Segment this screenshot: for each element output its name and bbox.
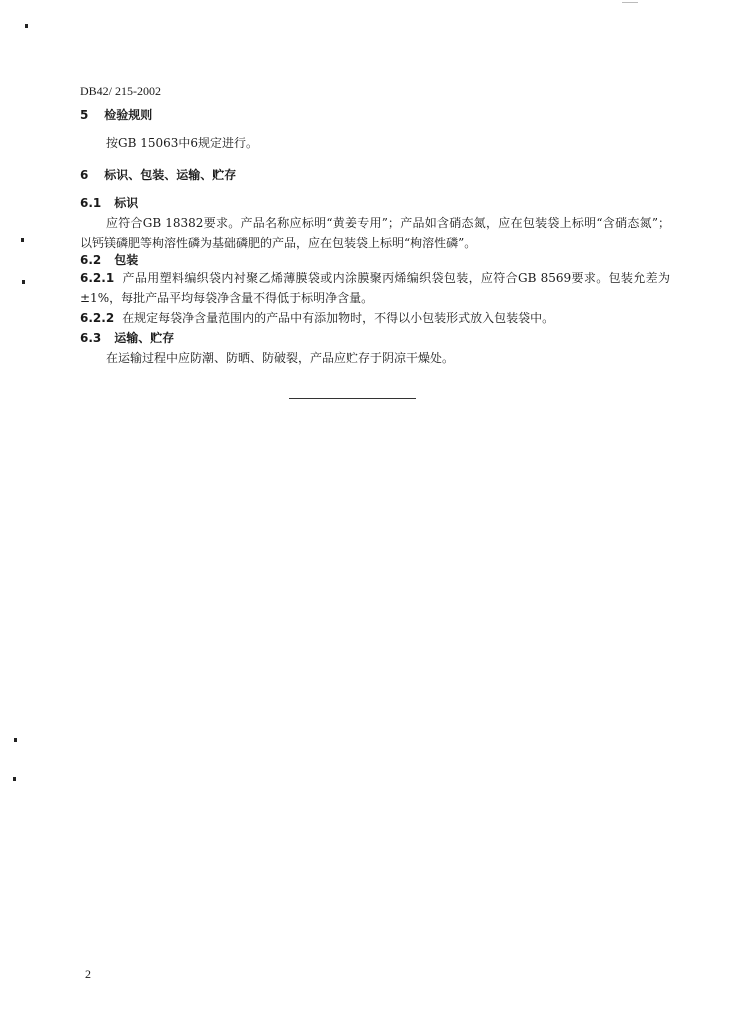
section-6-3-text: 在运输过程中应防潮、防晒、防破裂，产品应贮存于阴凉干燥处。 [106, 351, 455, 365]
page-number: 2 [85, 967, 91, 981]
scan-corner-mark [622, 2, 638, 5]
section-6-3-heading [80, 329, 670, 346]
section-6 [80, 166, 670, 183]
clause-6-2-1 [80, 268, 670, 308]
section-title: 包装 [114, 253, 139, 267]
document-code: DB42/ 215-2002 [80, 84, 161, 98]
section-5 [80, 106, 670, 123]
section-number: 5 [80, 108, 89, 122]
section-number: 6 [80, 168, 89, 182]
section-6-2 [80, 251, 670, 268]
binding-hole-mark [22, 280, 25, 284]
binding-hole-mark [14, 738, 17, 742]
section-title: 检验规则 [104, 108, 153, 122]
section-number: 6.3 [80, 331, 102, 345]
section-6-2-heading [80, 251, 670, 268]
section-title: 标识、包装、运输、贮存 [104, 168, 237, 182]
section-number: 6.1 [80, 196, 102, 210]
section-5-body [80, 133, 670, 153]
section-title: 运输、贮存 [114, 331, 175, 345]
section-6-heading [80, 166, 670, 183]
section-6-1-heading [80, 194, 670, 211]
section-5-heading [80, 106, 670, 123]
section-title: 标识 [114, 196, 139, 210]
section-6-1 [80, 194, 670, 253]
clause-text: 在规定每袋净含量范围内的产品中有添加物时，不得以小包装形式放入包装袋中。 [122, 311, 555, 325]
clause-6-2-2 [80, 308, 670, 328]
binding-hole-mark [25, 24, 28, 28]
section-6-2-2 [80, 308, 670, 328]
section-6-3 [80, 329, 670, 368]
section-6-2-1 [80, 268, 670, 308]
clause-number: 6.2.1 [80, 271, 115, 285]
section-6-1-text: 应符合GB 18382要求。产品名称应标明“黄姜专用”；产品如含硝态氮，应在包装袋上标明“含硝态氮”；以钙镁磷肥等枸溶性磷为基础磷肥的产品，应在包装袋上标明“枸溶性磷”。 [80, 216, 670, 250]
section-5-text: 按GB 15063中6规定进行。 [106, 136, 259, 150]
section-number: 6.2 [80, 253, 102, 267]
binding-hole-mark [21, 238, 24, 242]
end-rule-divider [289, 398, 416, 399]
clause-text: 产品用塑料编织袋内衬聚乙烯薄膜袋或内涂膜聚丙烯编织袋包装，应符合GB 8569要求。包装允差为±1%，每批产品平均每袋净含量不得低于标明净含量。 [80, 271, 670, 305]
clause-number: 6.2.2 [80, 311, 115, 325]
binding-hole-mark [13, 777, 16, 781]
